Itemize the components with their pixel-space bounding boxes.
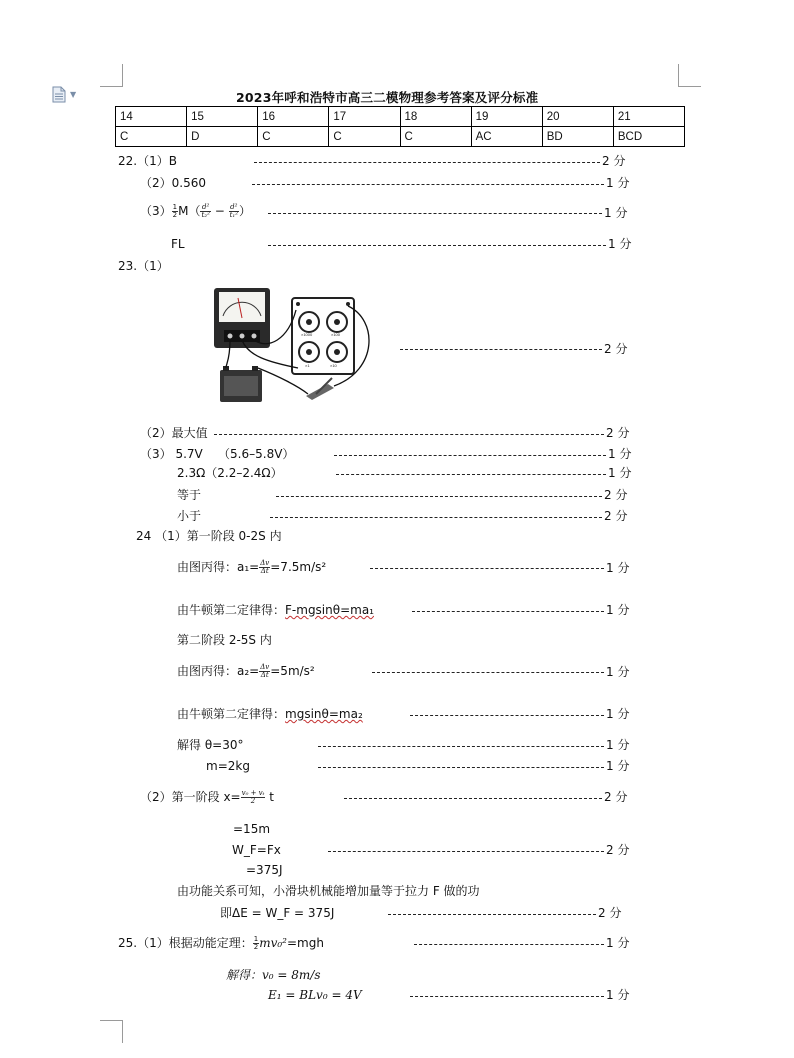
fraction-dv-dt: $\frac{\Delta v}{\Delta t}$ [260, 559, 270, 575]
time-symbol: t [269, 790, 274, 804]
score: 1 分 [608, 237, 632, 251]
q24-a1 [177, 560, 326, 575]
score: 1 分 [606, 561, 630, 575]
margin-mark-top-left [100, 64, 123, 87]
newton2-prefix: 由牛顿第二定律得： [177, 707, 286, 721]
dotted-leader [370, 568, 604, 569]
score: 1 分 [606, 759, 630, 773]
score: 2 分 [604, 488, 628, 502]
q25-solution: 解得：v₀ = 8m/s [226, 968, 321, 982]
fraction-dv-dt: $\frac{\Delta v}{\Delta t}$ [260, 663, 270, 679]
q24-heading: 24 （1）第一阶段 0-2S 内 [136, 529, 282, 543]
score: 1 分 [606, 988, 630, 1002]
chevron-down-icon[interactable]: ▼ [70, 90, 77, 99]
emf-value: 5.7V [175, 447, 203, 461]
dial-label: ×10 [330, 363, 337, 368]
dotted-leader [268, 245, 606, 246]
score: 2 分 [598, 906, 622, 920]
table-row-numbers [116, 107, 685, 127]
margin-mark-top-right [678, 64, 701, 87]
table-cell: 18 [400, 107, 471, 127]
q24-part2-label: （2）第一阶段 x= [140, 790, 241, 804]
table-row-answers [116, 127, 685, 147]
dotted-leader [268, 213, 602, 214]
q25-part1-rhs: =mgh [286, 936, 324, 950]
q25-part1-label: 25.（1）根据动能定理： [118, 936, 253, 950]
a2-prefix: 由图丙得：a₂= [177, 664, 260, 678]
kinetic-term: mv₀² [259, 936, 287, 950]
q22-part3: （3） $\frac{1}{2}$ M（ $\frac{\text{d²}}{\text{t₂²}}$ − $\frac{\text{d²}}{\text{t₁²}}$ ） [140, 203, 252, 219]
table-cell: C [258, 127, 329, 147]
q24-work-value: =375J [246, 863, 283, 877]
score: 1 分 [606, 738, 630, 752]
score: 1 分 [606, 707, 630, 721]
q22-part2: （2）0.560 [140, 176, 206, 190]
dotted-leader [318, 767, 604, 768]
score: 1 分 [608, 447, 632, 461]
q23-part3-label: （3） [140, 447, 172, 461]
q23-equal: 等于 [177, 488, 202, 502]
newton2-equation: mgsinθ=ma₂ [285, 707, 363, 721]
q23-part2: （2）最大值 [140, 426, 208, 440]
score: 1 分 [606, 603, 630, 617]
dotted-leader [400, 349, 602, 350]
q22-part3-label: （3） [140, 204, 172, 218]
table-cell: C [329, 127, 400, 147]
table-cell: D [187, 127, 258, 147]
q24-newton1 [177, 603, 374, 617]
dotted-leader [344, 798, 602, 799]
score: 1 分 [606, 665, 630, 679]
dotted-leader [328, 851, 604, 852]
score: 2 分 [606, 426, 630, 440]
dotted-leader [334, 455, 606, 456]
q24-part2 [140, 790, 274, 805]
table-cell: AC [471, 127, 542, 147]
dotted-leader [214, 434, 604, 435]
dial-label: ×100 [331, 332, 341, 337]
document-icon[interactable] [52, 86, 66, 103]
q23-resistance: 2.3Ω（2.2–2.4Ω） [177, 466, 283, 480]
score: 1 分 [606, 936, 630, 950]
q24-newton2 [177, 707, 363, 721]
table-cell: 14 [116, 107, 187, 127]
score: 1 分 [606, 176, 630, 190]
dotted-leader [252, 184, 604, 185]
table-cell: BD [542, 127, 613, 147]
table-cell: C [116, 127, 187, 147]
fraction-d2-t1: $\frac{\text{d²}}{\text{t₁²}}$ [229, 203, 239, 219]
circuit-diagram [208, 280, 388, 410]
mass-symbol: M [178, 204, 189, 218]
score: 1 分 [604, 206, 628, 220]
score: 1 分 [608, 466, 632, 480]
dial-label: ×1 [305, 363, 310, 368]
dotted-leader [270, 517, 602, 518]
newton1-equation: F-mgsinθ=ma₁ [285, 603, 374, 617]
dotted-leader [410, 996, 604, 997]
q23-less: 小于 [177, 509, 202, 523]
dotted-leader [412, 611, 604, 612]
fraction-d2-t2: $\frac{\text{d²}}{\text{t₂²}}$ [201, 203, 210, 219]
q25-emf: E₁ = BLv₀ = 4V [268, 988, 362, 1002]
q24-energy-result: 即ΔE = W_F = 375J [220, 906, 335, 920]
dotted-leader [254, 162, 600, 163]
score: 2 分 [602, 154, 626, 168]
score: 2 分 [604, 790, 628, 804]
dotted-leader [388, 914, 596, 915]
q24-work: W_F=Fx [232, 843, 281, 857]
emf-range: （5.6–5.8V） [218, 447, 295, 461]
q24-solution-mass: m=2kg [206, 759, 250, 773]
score: 2 分 [604, 509, 628, 523]
dotted-leader [336, 474, 606, 475]
score: 2 分 [606, 843, 630, 857]
dotted-leader [276, 496, 602, 497]
a1-prefix: 由图丙得：a₁= [177, 560, 260, 574]
score: 2 分 [604, 342, 628, 356]
fraction-half: $\frac{1}{2}$ [172, 203, 178, 219]
dotted-leader [410, 715, 604, 716]
q25-part1 [118, 936, 324, 951]
q23-heading: 23.（1） [118, 259, 169, 273]
dotted-leader [372, 672, 604, 673]
table-cell: 19 [471, 107, 542, 127]
dotted-leader [318, 746, 604, 747]
fraction-v0-vt: $\frac{\text{v₀ + vₜ}}{2}$ [241, 789, 265, 805]
margin-mark-bottom-left [100, 1020, 123, 1043]
a1-value: =7.5m/s² [270, 560, 327, 574]
table-cell: 21 [613, 107, 684, 127]
table-cell: 16 [258, 107, 329, 127]
q22-part1: 22.（1）B [118, 154, 177, 168]
table-cell: BCD [613, 127, 684, 147]
fraction-half: $\frac{1}{2}$ [253, 935, 259, 951]
page-title: 2023年呼和浩特市高三二模物理参考答案及评分标准 [236, 90, 539, 105]
q23-part3 [140, 447, 294, 461]
q22-fl: FL [171, 237, 185, 251]
q24-a2 [177, 664, 315, 679]
newton1-prefix: 由牛顿第二定律得： [177, 603, 286, 617]
switch-icon [306, 384, 334, 400]
q24-stage2: 第二阶段 2-5S 内 [177, 633, 272, 647]
q24-displacement: =15m [233, 822, 271, 836]
dial-label: ×1000 [301, 332, 313, 337]
answer-table [115, 106, 685, 147]
dotted-leader [414, 944, 604, 945]
table-cell: 15 [187, 107, 258, 127]
table-cell: 17 [329, 107, 400, 127]
a2-value: =5m/s² [270, 664, 315, 678]
table-cell: C [400, 127, 471, 147]
table-cell: 20 [542, 107, 613, 127]
q24-solution-theta: 解得 θ=30° [177, 738, 244, 752]
q24-energy-statement: 由功能关系可知，小滑块机械能增加量等于拉力 F 做的功 [177, 884, 480, 898]
